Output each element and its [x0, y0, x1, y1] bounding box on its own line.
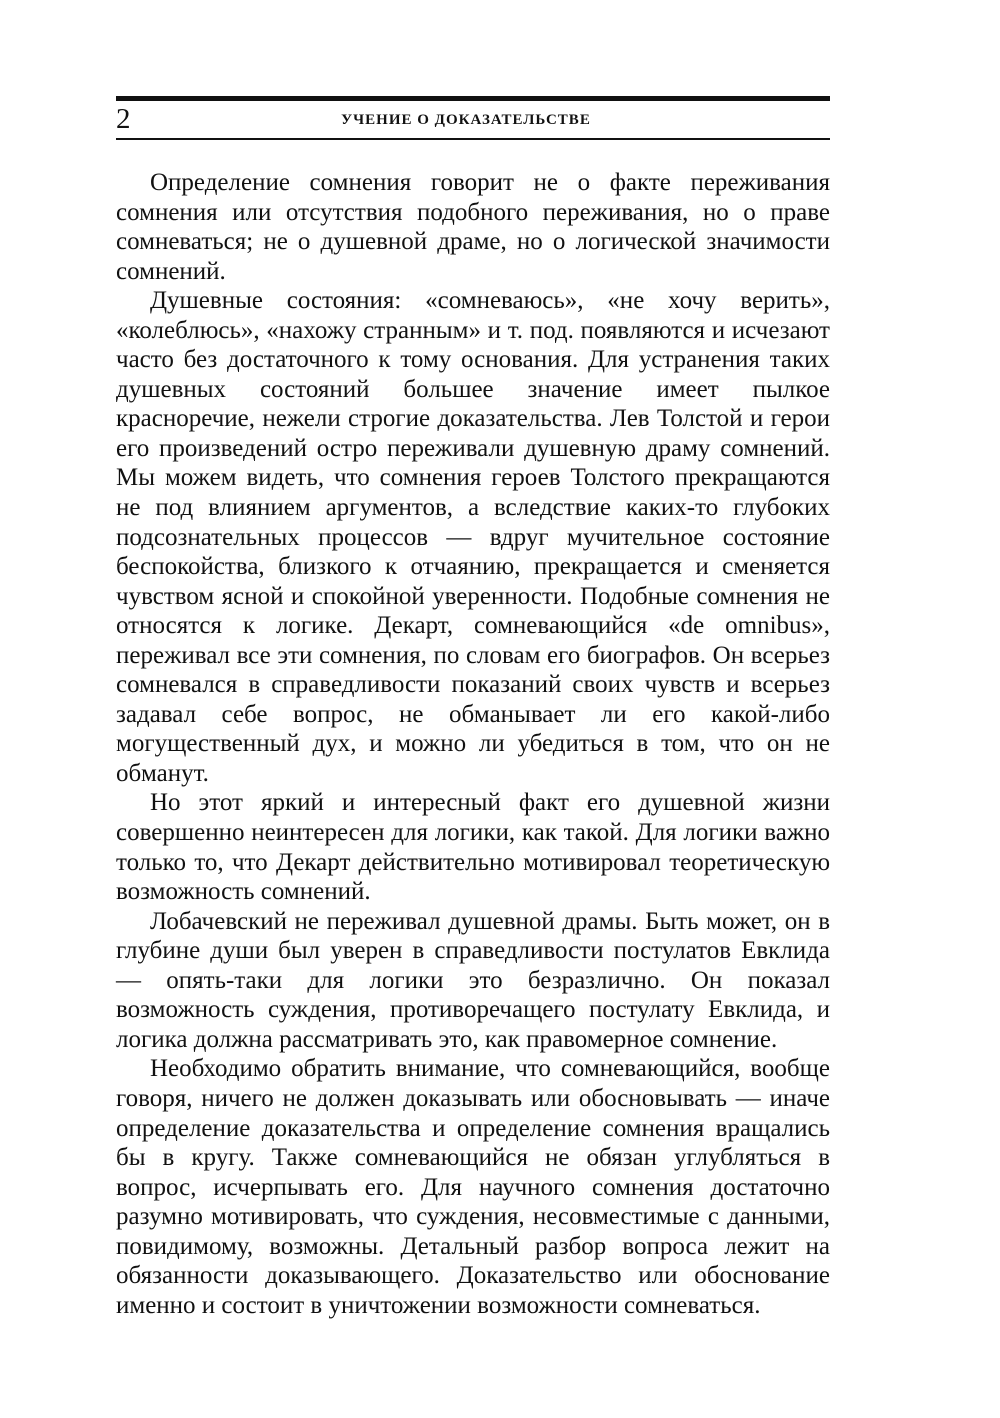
header-bottom-rule — [116, 138, 830, 140]
paragraph: Определение сомнения говорит не о факте переживания сомнения или отсутствия подобного переживания, но о праве сомневаться; не о душевной драме, но о логической значимости сомнений. — [116, 169, 830, 285]
running-title: УЧЕНИЕ О ДОКАЗАТЕЛЬСТВЕ — [341, 112, 591, 128]
page-header — [116, 104, 830, 134]
body-text — [116, 168, 830, 1320]
paragraph: Но этот яркий и интересный факт его душевной жизни совершенно неинтересен для логики, как такой. Для логики важно только то, что Декарт действительно мотивировал теоретическую возможность сомнений. — [116, 789, 830, 906]
paragraph: Душевные состояния: «сомневаюсь», «не хочу верить», «колеблюсь», «нахожу странным» и т. под. появляются и исчезают часто без достаточного к тому основания. Для устранения таких душевных состояний большее значение имеет пылкое красноречие, нежели строгие доказательства. Лев Толстой и герои его произведений остро переживали душевную драму сомнений. Мы можем видеть, что сомнения героев Толстого прекращаются не под влиянием аргументов, а вследствие каких-то глубоких подсознательных процессов — вдруг мучительное состояние беспокойства, близкого к отчаянию, прекращается и сменяется чувством ясной и спокойной уверенности. Подобные сомнения не относятся к логике. Декарт, сомневающийся «de omnibus», переживал все эти сомнения, по словам его биографов. Он всерьез сомневался в справедливости показаний своих чувств и всерьез задавал себе вопрос, не обманывает ли его какой-либо могущественный дух, и можно ли убедиться в том, что он не обманут. — [116, 287, 830, 787]
paragraph: Необходимо обратить внимание, что сомневающийся, вообще говоря, ничего не должен доказывать или обосновывать — иначе определение доказательства и определение сомнения вращались бы в кругу. Также сомневающийся не обязан углубляться в вопрос, исчерпывать его. Для научного сомнения достаточно разумно мотивировать, что суждения, несовместимые с данными, повидимому, возможны. Детальный разбор вопроса лежит на обязанности доказывающего. Доказательство или обоснование именно и состоит в уничтожении возможности сомневаться. — [116, 1055, 830, 1319]
page-number: 2 — [116, 103, 131, 135]
header-top-rule — [116, 96, 830, 101]
paragraph: Лобачевский не переживал душевной драмы. Быть может, он в глубине души был уверен в справедливости постулатов Евклида — опять-таки для логики это безразлично. Он показал возможность суждения, противоречащего постулату Евклида, и логика должна рассматривать это, как правомерное сомнение. — [116, 907, 830, 1053]
